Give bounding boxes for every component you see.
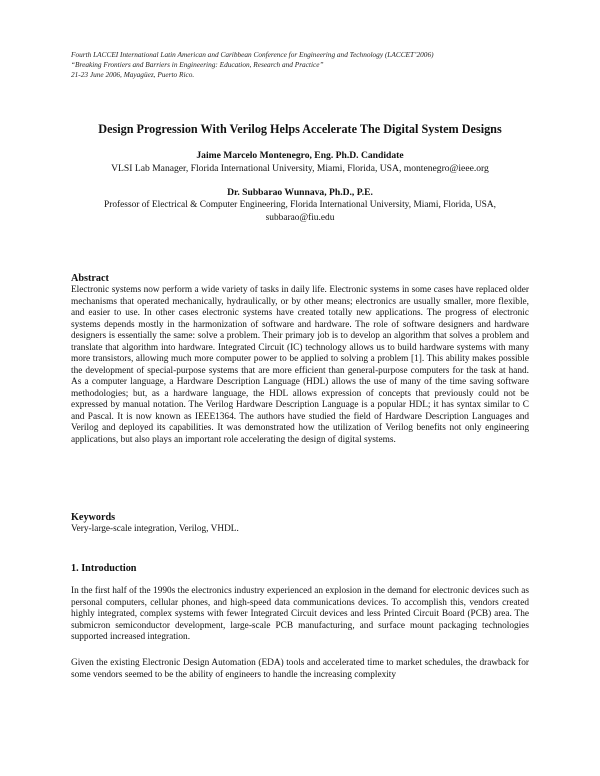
author-affiliation: VLSI Lab Manager, Florida International University, Miami, Florida, USA, montenegro@ieee.org — [111, 163, 489, 174]
author-name: Dr. Subbarao Wunnava, Ph.D., P.E. — [227, 187, 373, 198]
conference-header — [71, 50, 529, 80]
introduction-paragraph: In the first half of the 1990s the electronics industry experienced an explosion in the demand for electronic devices such as personal computers, cellular phones, and high-speed data communications devices. To accomplish this, vendors created highly integrated, complex systems with fewer Integrated Circuit devices and less Printed Circuit Board (PCB) area. The submicron semiconductor development, large-scale PCB manufacturing, and surface mount packaging technologies supported increased integration. — [71, 586, 529, 642]
conference-header-line: Fourth LACCEI International Latin American and Caribbean Conference for Engineering and Technology (LACCET’2006) — [71, 50, 434, 59]
conference-header-line: 21-23 June 2006, Mayagüez, Puerto Rico. — [71, 70, 195, 79]
author-affiliation: Professor of Electrical & Computer Engineering, Florida International University, Miami, Florida, USA, subbarao@fiu.edu — [103, 200, 497, 223]
author-block — [71, 186, 529, 225]
author-block — [71, 149, 529, 175]
abstract-text: Electronic systems now perform a wide variety of tasks in daily life. Electronic systems in some cases have replaced older mechanisms that operated mechanically, hydraulically, or by other means; electronics are usually smaller, more flexible, and easier to use. In other cases electronic systems have created totally new applications. The progress of electronic systems depends mostly in the harmonization of software and hardware. The role of software designers and hardware designers is essentially the same: solve a problem. Their primary job is to develop an algorithm that solves a problem and translate that algorithm into hardware. Integrated Circuit (IC) technology allows us to build hardware systems with many more transistors, allowing much more computer power to be applied to solving a problem [1]. This ability makes possible the development of special-purpose systems that are more efficient than general-purpose computers for the task at hand. As a computer language, a Hardware Description Language (HDL) allows the use of many of the time saving software methodologies; but, as a hardware language, the HDL allows expression of concepts that previously could not be expressed by manual notation. The Verilog Hardware Description Language is a popular HDL; it has syntax similar to C and Pascal. It is now known as IEEE1364. The authors have studied the field of Hardware Description Languages and Verilog and deployed its capabilities. It was demonstrated how the utilization of Verilog benefits not only engineering applications, but also plays an important role accelerating the design of digital systems. — [71, 285, 529, 445]
abstract-heading: Abstract — [71, 273, 109, 284]
paper-page — [71, 50, 529, 680]
paper-title: Design Progression With Verilog Helps Accelerate The Digital System Designs — [98, 122, 502, 136]
introduction-heading: 1. Introduction — [71, 563, 137, 574]
keywords-heading: Keywords — [71, 512, 116, 523]
conference-header-line: “Breaking Frontiers and Barriers in Engineering: Education, Research and Practice” — [71, 60, 324, 69]
introduction-paragraph: Given the existing Electronic Design Automation (EDA) tools and accelerated time to market schedules, the drawback for some vendors seemed to be the ability of engineers to handle the increasing complexity — [71, 658, 529, 680]
author-name: Jaime Marcelo Montenegro, Eng. Ph.D. Candidate — [196, 150, 404, 161]
keywords-text: Very-large-scale integration, Verilog, VHDL. — [71, 524, 239, 534]
